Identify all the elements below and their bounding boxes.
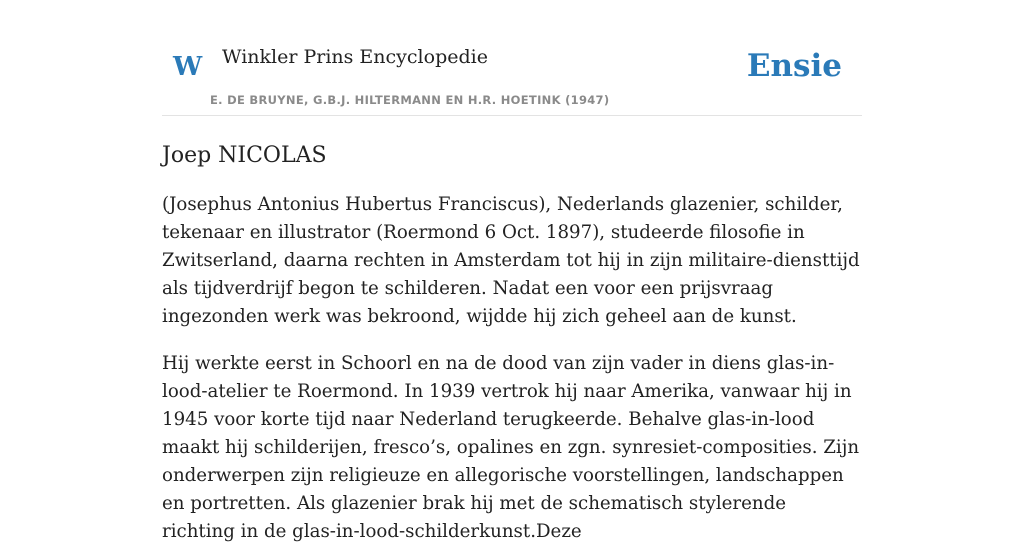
article-paragraph-1: (Josephus Antonius Hubertus Franciscus), Nederlands glazenier, schilder, tekenaar en illustrator (Roermond 6 Oct. 1897), studeerde filosofie in Zwitserland, daarna rechten in Amsterdam tot hij in zijn militaire-diensttijd als tijdverdrijf begon te schilderen. Nadat een voor een prijsvraag ingezonden werk was bekroond, wijdde hij zich geheel aan de kunst. [162, 193, 860, 327]
page [162, 0, 862, 546]
publication-title[interactable]: Winkler Prins Encyclopedie [222, 46, 488, 68]
page-header [162, 0, 862, 116]
article-body [162, 191, 862, 546]
publication-logo[interactable]: W [173, 52, 203, 82]
publication-authors: E. DE BRUYNE, G.B.J. HILTERMANN EN H.R. HOETINK (1947) [210, 93, 610, 107]
article-paragraph-2: Hij werkte eerst in Schoorl en na de dood van zijn vader in diens glas-in-lood-atelier te Roermond. In 1939 vertrok hij naar Amerika, vanwaar hij in 1945 voor korte tijd naar Nederland terugkeerde. Behalve glas-in-lood maakt hij schilderijen, fresco’s, opalines en zgn. synresiet-composities. Zijn onderwerpen zijn religieuze en allegorische voorstellingen, landschappen en portretten. Als glazenier brak hij met de schematisch stylerende richting in de glas-in-lood-schilderkunst.Deze [162, 352, 860, 542]
brand-logo-link[interactable]: Ensie [746, 48, 842, 84]
article-title: Joep NICOLAS [162, 143, 327, 168]
